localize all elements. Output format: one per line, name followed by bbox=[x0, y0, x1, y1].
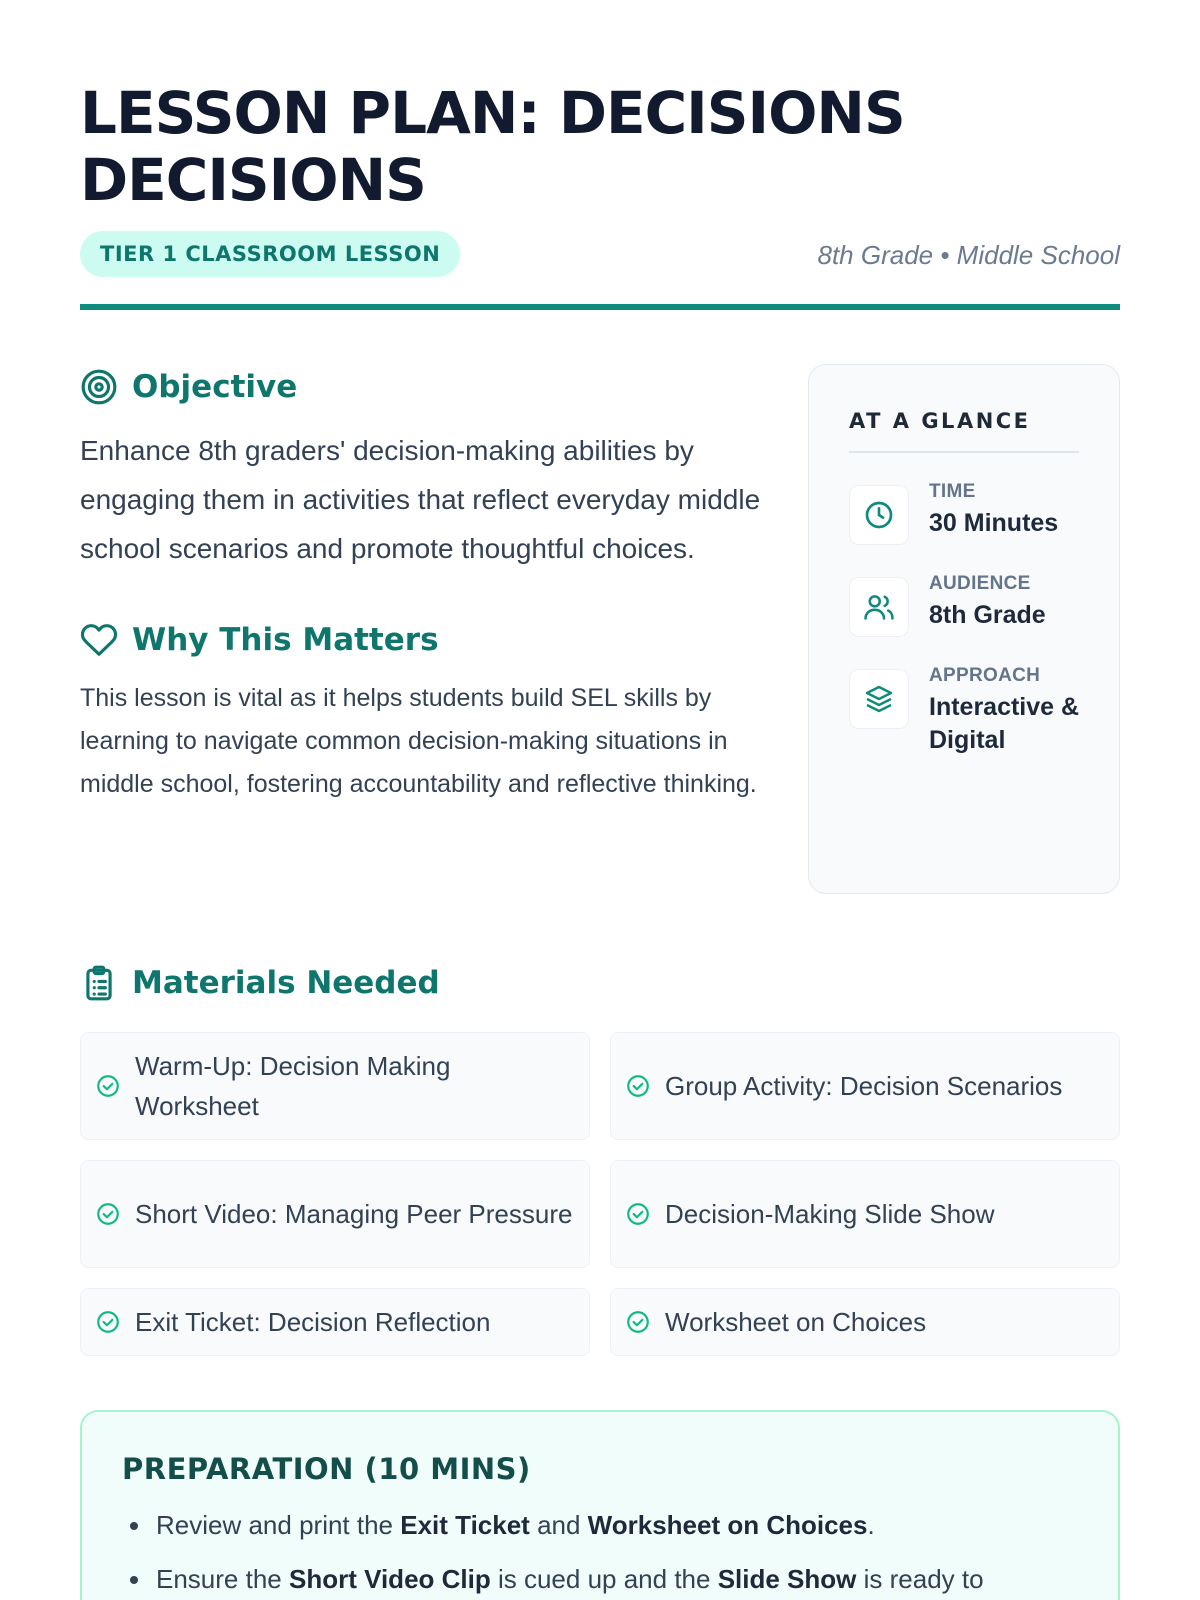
glance-label: AUDIENCE bbox=[929, 573, 1031, 594]
glance-item-time bbox=[849, 481, 1079, 545]
material-item bbox=[80, 1160, 590, 1268]
material-label: Decision-Making Slide Show bbox=[665, 1199, 995, 1229]
preparation-title: PREPARATION (10 MINS) bbox=[122, 1452, 531, 1486]
material-item bbox=[610, 1288, 1120, 1356]
preparation-card bbox=[80, 1410, 1120, 1600]
check-circle-icon bbox=[95, 1309, 121, 1335]
clock-icon bbox=[863, 499, 895, 531]
glance-item-approach bbox=[849, 665, 1079, 757]
heart-icon bbox=[80, 621, 118, 659]
why-text: This lesson is vital as it helps students build SEL skills by learning to navigate common decision-making situations in middle school, fostering accountability and reflective thinking. bbox=[80, 684, 757, 798]
objective-title: Objective bbox=[132, 369, 298, 405]
check-circle-icon bbox=[625, 1201, 651, 1227]
objective-text: Enhance 8th graders' decision-making abilities by engaging them in activities that reflect everyday middle school scenarios and promote thoughtful choices. bbox=[80, 435, 761, 564]
check-circle-icon bbox=[625, 1309, 651, 1335]
glance-title: AT A GLANCE bbox=[849, 409, 1079, 453]
left-column bbox=[80, 364, 770, 894]
glance-value: 30 Minutes bbox=[929, 509, 1059, 537]
material-item bbox=[80, 1288, 590, 1356]
glance-value: 8th Grade bbox=[929, 601, 1046, 629]
why-heading bbox=[80, 617, 770, 663]
material-item bbox=[610, 1160, 1120, 1268]
header-divider bbox=[80, 304, 1120, 310]
meta-row bbox=[80, 230, 1120, 278]
objective-heading bbox=[80, 364, 770, 410]
glance-label: APPROACH bbox=[929, 665, 1041, 686]
material-label: Warm-Up: Decision Making Worksheet bbox=[135, 1051, 451, 1121]
why-title: Why This Matters bbox=[132, 622, 439, 658]
users-icon bbox=[862, 590, 896, 624]
list-item: Ensure the Short Video Clip is cued up and the Slide Show is ready to bbox=[122, 1560, 1078, 1598]
at-a-glance-card bbox=[808, 364, 1120, 894]
page-title: LESSON PLAN: DECISIONS DECISIONS bbox=[80, 79, 905, 214]
material-item bbox=[610, 1032, 1120, 1140]
check-circle-icon bbox=[95, 1073, 121, 1099]
glance-item-audience bbox=[849, 573, 1079, 637]
check-circle-icon bbox=[625, 1073, 651, 1099]
clipboard-icon bbox=[80, 964, 118, 1002]
grade-info: 8th Grade • Middle School bbox=[817, 239, 1120, 270]
glance-label: TIME bbox=[929, 481, 976, 502]
top-section bbox=[80, 364, 1120, 894]
materials-heading bbox=[80, 960, 1120, 1006]
material-label: Short Video: Managing Peer Pressure bbox=[135, 1199, 573, 1229]
material-item bbox=[80, 1032, 590, 1140]
materials-title: Materials Needed bbox=[132, 965, 440, 1001]
layers-icon bbox=[863, 683, 895, 715]
check-circle-icon bbox=[95, 1201, 121, 1227]
preparation-list bbox=[122, 1506, 1078, 1598]
material-label: Exit Ticket: Decision Reflection bbox=[135, 1307, 491, 1337]
tier-badge: TIER 1 CLASSROOM LESSON bbox=[80, 231, 460, 277]
materials-list bbox=[80, 1032, 1120, 1356]
list-item: Review and print the Exit Ticket and Worksheet on Choices. bbox=[122, 1506, 1078, 1544]
material-label: Group Activity: Decision Scenarios bbox=[665, 1071, 1063, 1101]
material-label: Worksheet on Choices bbox=[665, 1307, 927, 1337]
glance-value: Interactive & Digital bbox=[929, 693, 1080, 754]
target-icon bbox=[80, 368, 118, 406]
